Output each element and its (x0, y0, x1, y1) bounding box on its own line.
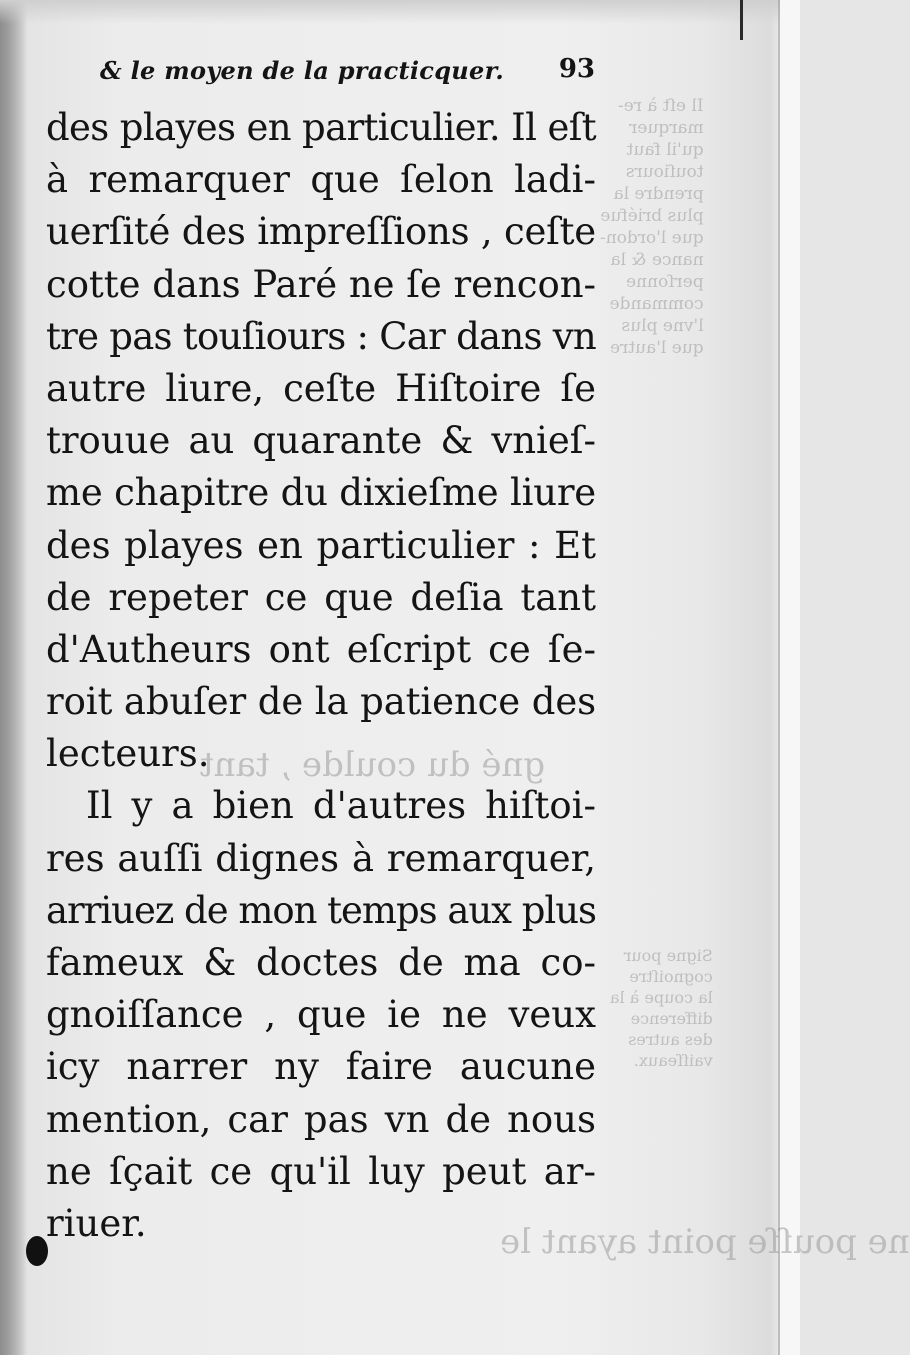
running-head: & le moyen de la practicquer. (100, 56, 505, 85)
bleed-line: Il eſt à re- (617, 96, 704, 116)
text-line: autre liure, ceſte Hiſtoire ſe (46, 366, 596, 410)
page-top-edge (0, 0, 800, 24)
right-page-margin (780, 0, 800, 1355)
show-through-text-line: ne pouſſe point ayant le (500, 1222, 910, 1262)
text-line: me chapitre du dixieſme liure (46, 471, 596, 515)
bleed-line: prendre la (613, 184, 704, 204)
bleed-line: des autres (628, 1030, 713, 1049)
text-line: mention, car pas vn de nous (46, 1097, 596, 1141)
bleed-line: que l'autre (610, 338, 704, 358)
text-line: cotte dans Paré ne ſe rencon- (46, 262, 596, 306)
bleed-line: plus briéfue (600, 206, 704, 226)
bleed-line: perſonne (626, 272, 704, 292)
bleed-line: difference (630, 1009, 713, 1028)
text-line: lecteurs. (46, 732, 210, 776)
text-line: fameux & doctes de ma co- (46, 941, 596, 984)
show-through-text-line: gné du coulde , tant (200, 745, 546, 785)
bleed-line: touſiours (625, 162, 704, 182)
bleed-line: nance & la (610, 250, 704, 270)
bleed-line: qu'il faut (626, 140, 704, 160)
text-line: de repeter ce que deſia tant (46, 575, 596, 619)
bleed-line: la coupe à la (610, 988, 713, 1007)
bleed-line: que l'ordon- (600, 228, 704, 248)
text-line: roit abuſer de la patience des (46, 680, 596, 724)
gutter-shadow (0, 0, 28, 1355)
text-line: tre pas touſiours : Car dans vn (46, 314, 596, 358)
text-line: Il y a bien d'autres hiſtoi- (86, 784, 596, 828)
text-line: riuer. (46, 1201, 147, 1245)
bleed-line: vaiſſeaux. (633, 1051, 713, 1070)
bleed-line: marquer (629, 118, 704, 138)
text-line: des playes en particulier : Et (46, 523, 596, 567)
bleed-line: cognoiſtre (629, 967, 713, 986)
text-line: res auſſi dignes à remarquer, (46, 836, 596, 880)
page-number: 93 (558, 54, 595, 84)
text-line: des playes en particulier. Il eſt (46, 106, 596, 149)
binding-line (778, 0, 780, 1355)
text-line: à remarquer que ſelon ladi- (46, 158, 596, 202)
ink-blot (26, 1236, 48, 1266)
text-line: icy narrer ny faire aucune (46, 1045, 596, 1089)
text-line: gnoiſſance , que ie ne veux (46, 993, 596, 1037)
bleed-line: Signe pour (623, 946, 713, 965)
corner-mark (740, 0, 743, 40)
show-through-margin-note-lower (610, 945, 713, 1071)
text-line: ne ſçait ce qu'il luy peut ar- (46, 1149, 596, 1193)
page-header (100, 50, 595, 90)
bleed-line: commande (609, 294, 704, 314)
text-line: trouue au quarante & vnieſ- (46, 419, 596, 463)
text-line: uerſité des impreſſions , ceſte (46, 210, 596, 254)
bleed-line: l'vne plus (621, 316, 704, 336)
show-through-margin-note (600, 95, 704, 359)
body-text (46, 102, 596, 1250)
text-line: d'Autheurs ont eſcript ce ſe- (46, 627, 596, 671)
text-line: arriuez de mon temps aux plus (46, 888, 596, 932)
